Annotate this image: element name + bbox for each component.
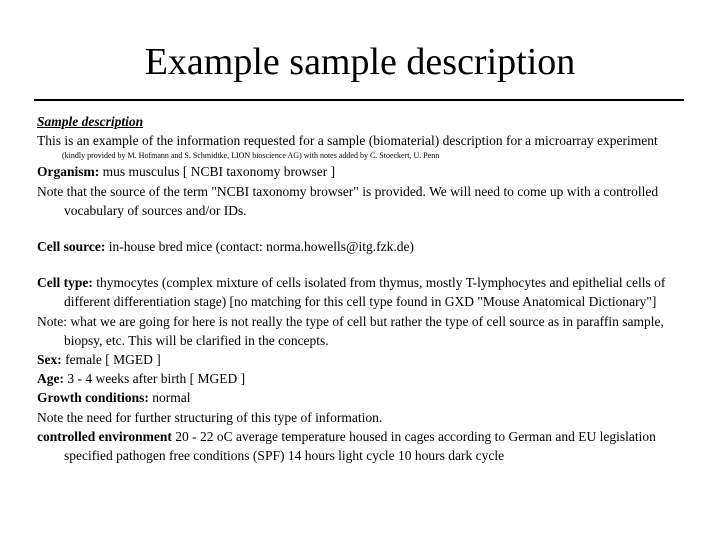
section-heading [37, 112, 692, 131]
organism-value: mus musculus [ NCBI taxonomy browser ] [99, 164, 336, 180]
sample-description-body [37, 112, 692, 465]
cell-source-field [37, 237, 692, 256]
paragraph-gap [37, 256, 692, 273]
cell-type-field [37, 273, 692, 311]
growth-conditions-label: Growth conditions: [37, 390, 149, 406]
growth-conditions-note: Note the need for further structuring of this type of information. [37, 409, 383, 425]
cell-source-label: Cell source: [37, 239, 106, 255]
age-label: Age: [37, 371, 64, 387]
sex-field [37, 350, 692, 369]
age-value: 3 - 4 weeks after birth [ MGED ] [64, 371, 246, 387]
age-field [37, 369, 692, 388]
paragraph-gap [37, 220, 692, 237]
sex-label: Sex: [37, 352, 62, 368]
organism-field [37, 162, 692, 181]
section-intro: This is an example of the information requested for a sample (biomaterial) description for a microarray experiment [37, 133, 658, 149]
cell-source-value: in-house bred mice (contact: norma.howells@itg.fzk.de) [105, 239, 414, 255]
cell-type-note: Note: what we are going for here is not really the type of cell but rather the type of cell source as in paraffin sample, biopsy, etc. This will be clarified in the concepts. [37, 313, 664, 348]
title-divider [34, 99, 684, 101]
cell-type-label: Cell type: [37, 275, 93, 291]
cell-type-value: thymocytes (complex mixture of cells isolated from thymus, mostly T-lymphocytes and epithelial cells of different differentiation stage) [no matching for this cell type found in GXD "Mouse Anatomical Dictionary"] [64, 275, 666, 310]
slide-title: Example sample description [144, 41, 576, 83]
sex-value: female [ MGED ] [61, 352, 161, 368]
controlled-environment-label: controlled environment [37, 428, 172, 444]
controlled-environment-field [37, 427, 692, 465]
credit-note: (kindly provided by M. Hofmann and S. Schmidtke, LION bioscience AG) with notes added by C. Stoeckert, U. Penn [62, 151, 440, 161]
growth-conditions-field [37, 388, 692, 407]
organism-label: Organism: [37, 164, 100, 180]
section-heading-text: Sample description [37, 114, 144, 129]
organism-note: Note that the source of the term "NCBI taxonomy browser" is provided. We will need to come up with a controlled vocabulary of sources and/or IDs. [37, 183, 659, 218]
growth-conditions-value: normal [148, 390, 191, 406]
controlled-environment-value: 20 - 22 oC average temperature housed in cages according to German and EU legislation specified pathogen free conditions (SPF) 14 hours light cycle 10 hours dark cycle [64, 428, 656, 464]
